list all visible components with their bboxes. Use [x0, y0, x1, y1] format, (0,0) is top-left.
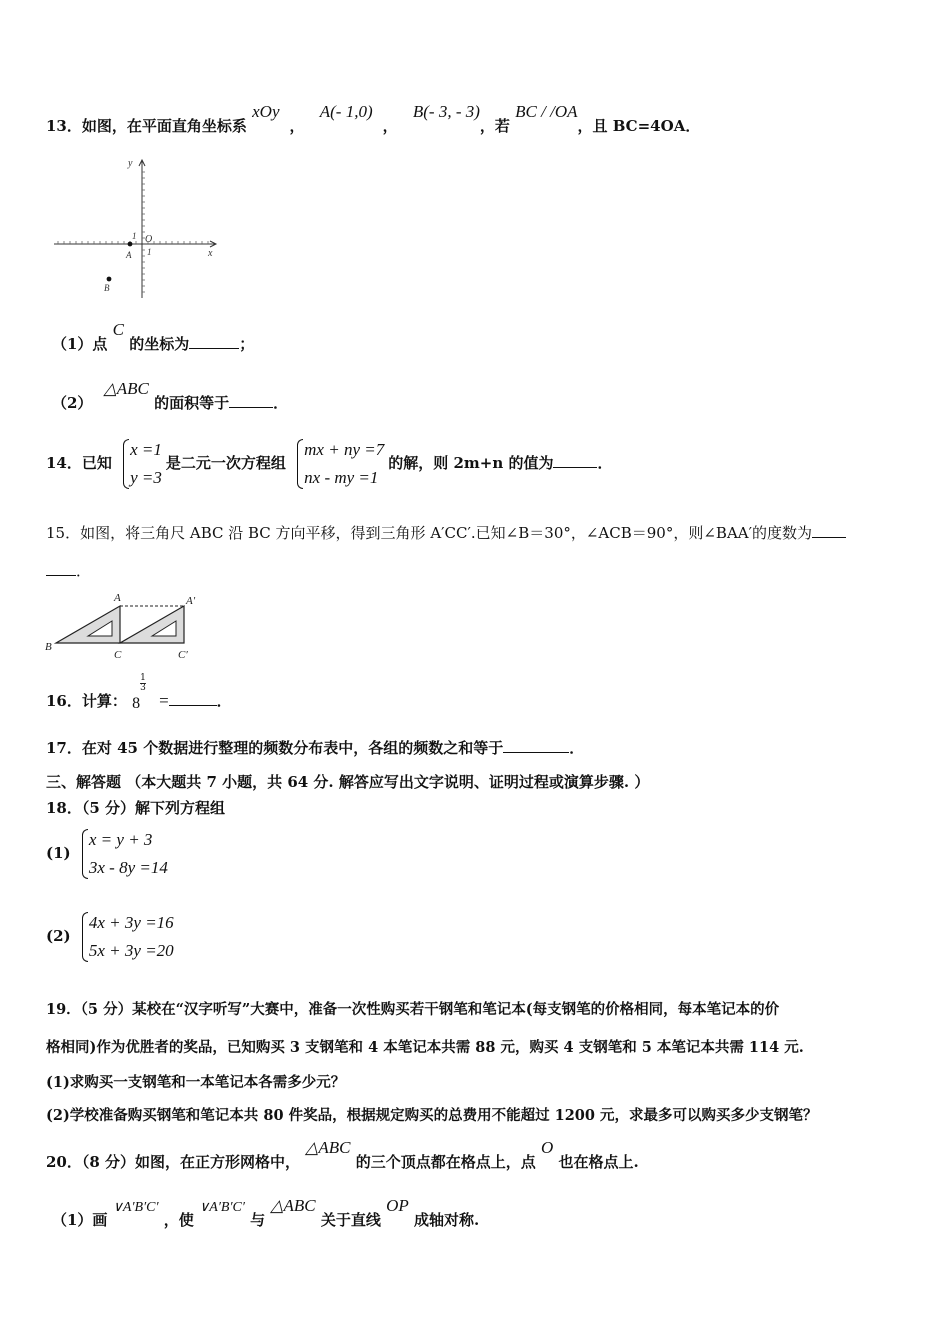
q13-part1: （1）点 C 的坐标为 ； — [52, 320, 255, 353]
q13-stem: 13．如图，在平面直角坐标系 xOy， A(- 1,0)， B(- 3, - 3)，若 BC / /OA，且 BC=4OA． — [46, 102, 701, 135]
q18-system-2: 4x + 3y =16 5x + 3y =20 — [80, 909, 174, 965]
label-a: A — [114, 592, 121, 604]
q18-system-1: x = y + 3 3x - 8y =14 — [80, 826, 168, 882]
q17-answer-blank[interactable] — [503, 738, 569, 753]
label-b: B — [45, 641, 52, 653]
q20-stem: 20．（8 分）如图，在正方形网格中， △ABC 的三个顶点都在格点上，点 O 也在格点上. — [46, 1138, 639, 1171]
label-c: C — [114, 649, 122, 661]
section-3-heading: 三、解答题 （本大题共 7 小题，共 64 分. 解答应写出文字说明、证明过程或演算步骤. ） — [46, 773, 650, 791]
q13-coordinate-figure — [48, 152, 223, 304]
point-a-label: A — [126, 250, 132, 260]
q19-part2: (2)学校准备购买钢笔和笔记本共 80 件奖品，根据规定购买的总费用不能超过 1200 元，求最多可以购买多少支钢笔？ — [46, 1107, 818, 1124]
point-b — [107, 277, 112, 282]
q16-answer-blank[interactable] — [169, 691, 217, 706]
q18-part2: (2) 4x + 3y =16 5x + 3y =20 — [46, 909, 178, 965]
q14-system-1: x =1 y =3 — [121, 436, 162, 492]
q15-stem-cont: ． — [46, 560, 91, 581]
label-a-prime: A′ — [186, 595, 196, 607]
q19-line-1: 19．（5 分）某校在“汉字听写”大赛中，准备一次性购买若干钢笔和笔记本(每支钢笔的价格相同，每本笔记本的价 — [46, 1001, 780, 1018]
y-axis-label: y — [128, 158, 133, 169]
q13-answer-blank-2[interactable] — [229, 393, 273, 408]
q19-line-2: 格相同)作为优胜者的奖品，已知购买 3 支钢笔和 4 本笔记本共需 88 元，购买 4 支钢笔和 5 本笔记本共需 114 元. — [46, 1039, 804, 1056]
q15-triangle-figure — [40, 588, 210, 664]
q16-exponent: $\frac{1}{3}$ — [140, 673, 146, 693]
q20-part1: （1）画 ∨A′B′C′ ，使 ∨A′B′C′ 与 △ABC 关于直线 OP 成轴对称. — [52, 1196, 480, 1229]
q19-part1: (1)求购买一支钢笔和一本笔记本各需多少元？ — [46, 1074, 346, 1091]
q16-stem: 16．计算： 8 $\frac{1}{3}$ = ． — [46, 673, 232, 712]
q14-stem: 14．已知 x =1 y =3 是二元一次方程组 mx + ny =7 nx - my =1 的解，则 2m+n 的值为 ． — [46, 436, 612, 492]
label-c-prime: C′ — [178, 649, 188, 661]
q13-part2: （2） △ABC 的面积等于 ． — [52, 379, 289, 412]
point-b-label: B — [104, 283, 110, 293]
q14-system-2: mx + ny =7 nx - my =1 — [295, 436, 384, 492]
unit-x-label: 1 — [147, 247, 152, 257]
q18-part1: (1) x = y + 3 3x - 8y =14 — [46, 826, 172, 882]
x-axis-label: x — [208, 248, 213, 259]
q18-stem: 18．（5 分）解下列方程组 — [46, 799, 226, 817]
q14-answer-blank[interactable] — [553, 453, 597, 468]
q17-stem: 17．在对 45 个数据进行整理的频数分布表中，各组的频数之和等于 ． — [46, 739, 585, 757]
origin-label: O — [145, 234, 153, 245]
point-a — [128, 242, 133, 247]
unit-y-label: 1 — [132, 231, 137, 241]
q15-answer-blank-a[interactable] — [812, 523, 846, 538]
q15-stem: 15．如图，将三角尺 ABC 沿 BC 方向平移，得到三角形 A′CC′.已知∠B＝30°，∠ACB＝90°，则∠BAA′的度数为 — [46, 522, 846, 543]
q13-answer-blank-1[interactable] — [189, 334, 239, 349]
q15-answer-blank-b[interactable] — [46, 561, 76, 576]
